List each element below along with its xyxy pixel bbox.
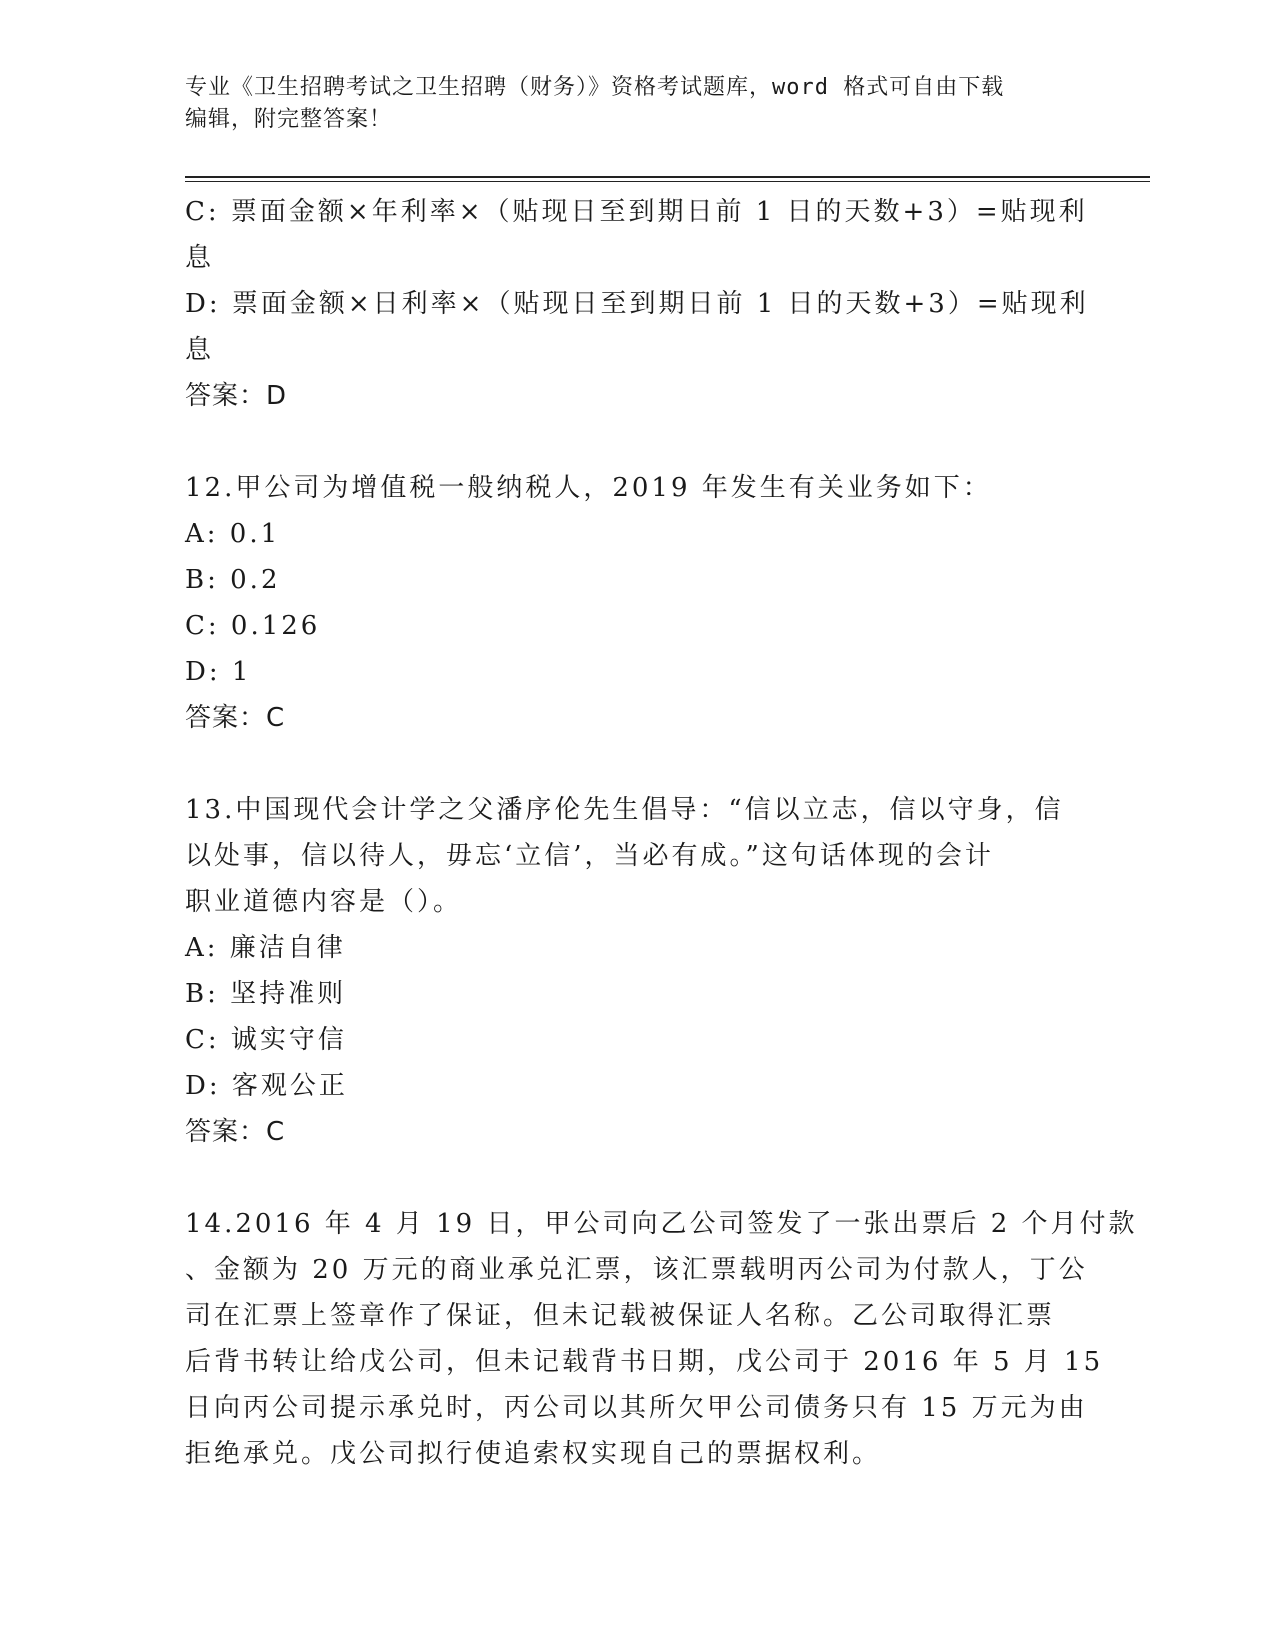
question-14-line-4: 后背书转让给戊公司，但未记载背书日期，戊公司于 2016 年 5 月 15 [185, 1347, 1104, 1377]
question-14-line-3: 司在汇票上签章作了保证，但未记载被保证人名称。乙公司取得汇票 [185, 1301, 1056, 1331]
document-header [185, 72, 1065, 136]
option-c-line-2: 息 [185, 243, 215, 273]
option-d-line-2: 息 [185, 335, 215, 365]
option-d-line-1: D: 票面金额×日利率×（贴现日至到期日前 1 日的天数+3）=贴现利 [185, 289, 1089, 319]
option-d: D: 客观公正 [185, 1071, 348, 1101]
document-body [185, 189, 1138, 1477]
question-13-line-2: 以处事，信以待人，毋忘‘立信’，当必有成。”这句话体现的会计 [185, 841, 994, 871]
header-divider-thick [185, 176, 1150, 178]
option-d: D: 1 [185, 657, 252, 687]
question-13 [185, 787, 1085, 1155]
option-a: A: 0.1 [185, 519, 281, 549]
spacer [185, 419, 1085, 465]
spacer [185, 741, 1085, 787]
option-c-line-1: C: 票面金额×年利率×（贴现日至到期日前 1 日的天数+3）=贴现利 [185, 197, 1088, 227]
question-14-line-2: 、金额为 20 万元的商业承兑汇票，该汇票载明丙公司为付款人，丁公 [185, 1255, 1088, 1285]
option-b: B: 坚持准则 [185, 979, 347, 1009]
question-13-line-3: 职业道德内容是（）。 [185, 887, 463, 917]
option-b: B: 0.2 [185, 565, 281, 595]
question-14-line-1: 14.2016 年 4 月 19 日，甲公司向乙公司签发了一张出票后 2 个月付款 [185, 1209, 1138, 1239]
header-divider-thin [185, 181, 1150, 182]
question-14-line-5: 日向丙公司提示承兑时，丙公司以其所欠甲公司债务只有 15 万元为由 [185, 1393, 1088, 1423]
spacer [185, 1155, 1085, 1201]
question-14-line-6: 拒绝承兑。戊公司拟行使追索权实现自己的票据权利。 [185, 1439, 882, 1469]
answer-13: 答案：C [185, 1117, 286, 1147]
question-13-line-1: 13.中国现代会计学之父潘序伦先生倡导：“信以立志，信以守身，信 [185, 795, 1064, 825]
option-c: C: 0.126 [185, 611, 321, 641]
question-11 [185, 189, 1089, 419]
question-14 [185, 1201, 1138, 1477]
header-line-2: 编辑，附完整答案！ [185, 107, 393, 132]
question-12 [185, 465, 1085, 741]
header-line-1: 专业《卫生招聘考试之卫生招聘（财务）》资格考试题库，word 格式可自由下载 [185, 75, 1005, 100]
option-c: C: 诚实守信 [185, 1025, 347, 1055]
answer-12: 答案：C [185, 703, 286, 733]
option-a: A: 廉洁自律 [185, 933, 346, 963]
question-12-text: 12.甲公司为增值税一般纳税人，2019 年发生有关业务如下： [185, 473, 992, 503]
answer-11: 答案：D [185, 381, 288, 411]
